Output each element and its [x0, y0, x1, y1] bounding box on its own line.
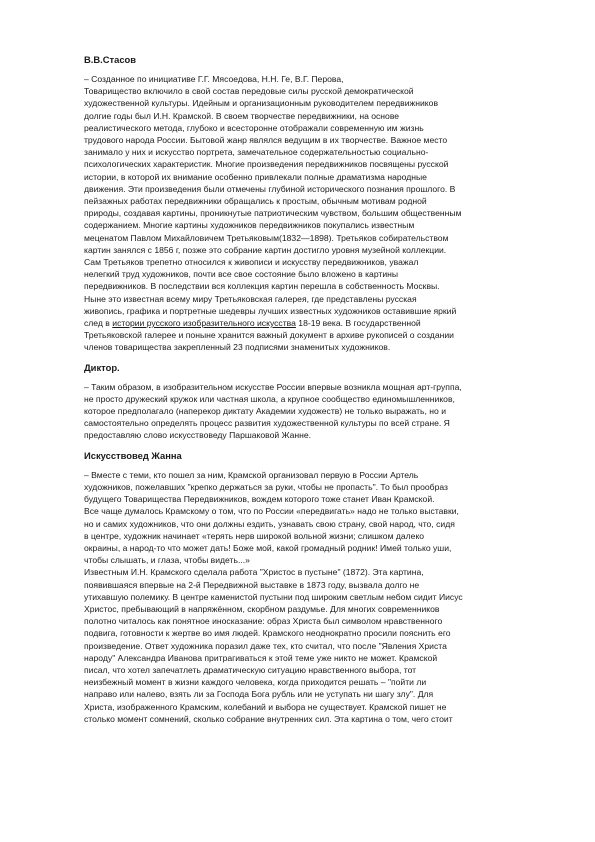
text-line: Все чаще думалось Крамскому о том, что по России «передвигать» надо не только выставки,	[84, 506, 459, 517]
text-line: – Таким образом, в изобразительном искусстве России впервые возникла мощная арт-группа,	[84, 381, 462, 392]
text-line: будущего Товарищества Передвижников, вождем которого тоже станет Иван Крамской.	[84, 494, 435, 505]
text-line: содержанием. Многие картины художников передвижников покупались известным	[84, 220, 415, 231]
text-line: передвижников. В последствии вся коллекция картин перешла в собственность Москвы.	[84, 281, 440, 292]
paragraph-stasov	[84, 73, 554, 354]
text-line: утихавшую полемику. В центре каменистой пустыни под широким светлым небом сидит Иисус	[84, 591, 463, 602]
text-line: долгие годы был И.Н. Крамской. В своем творчестве передвижники, на основе	[84, 110, 400, 121]
text-line: которое предполагало (наперекор диктату Академии художеств) не только выражать, но и	[84, 406, 447, 417]
text-line: неизбежный момент в жизни каждого человека, когда приходится решать – "пойти ли	[84, 677, 427, 688]
text-line: меценатом Павлом Михайловичем Третьяковым(1832—1898). Третьяков собирательством	[84, 232, 449, 243]
text-line-with-link	[84, 317, 554, 329]
text-line: художественной культуры. Идейным и организационным руководителем передвижников	[84, 98, 439, 109]
text-line: чтобы слышать, и глаза, чтобы видеть...»	[84, 555, 250, 566]
text-line: народу" Александра Иванова притрагиваться к этой теме уже никто не может. Крамской	[84, 652, 438, 663]
text-line: столько момент сомнений, сколько собрание внутренних сил. Эта картина о том, чего стоит	[84, 713, 453, 724]
text-line: направо или налево, взять ли за Господа Бога рубль или не уступать ни шагу злу". Для	[84, 689, 434, 700]
paragraph-announcer	[84, 381, 554, 442]
text-line: реалистического метода, глубоко и всесторонне отображали современную им жизнь	[84, 122, 424, 133]
text-line: нелегкий труд художников, почти все свое состояние было вложено в картины	[84, 269, 399, 280]
text-line: в центре, художник начинает «терять нерв широкой вольной жизни; слишком далеко	[84, 530, 425, 541]
text-line: подвига, готовности к жертве во имя людей. Крамского неоднократно просили пояснить его	[84, 628, 451, 639]
text-line: полотно читалось как понятное иносказание: образ Христа был символом нравственного	[84, 616, 443, 627]
text-line: пейзажных работах передвижники обращались к простым, обычным мотивам родной	[84, 196, 427, 207]
text-line: окраины, а народ-то что может дать! Боже мой, какой громадный родник! Имей только уши,	[84, 542, 452, 553]
text-line: – Вместе с теми, кто пошел за ним, Крамской организовал первую в России Артель	[84, 469, 419, 480]
text-line: Ныне это известная всему миру Третьяковская галерея, где представлены русская	[84, 293, 417, 304]
text-line: Известным И.Н. Крамского сделала работа "Христос в пустыне" (1872). Эта картина,	[84, 567, 424, 578]
paragraph-art-critic	[84, 469, 554, 725]
section-heading-stasov: В.В.Стасов	[84, 54, 137, 65]
text-line: Товарищество включило в свой состав передовые силы русской демократической	[84, 86, 414, 97]
text-line: самостоятельно определять процесс развития художественной культуры по всей стране. Я	[84, 418, 450, 429]
text-line: Третьяковской галерее и поныне хранится важный документ в архиве рукописей о создании	[84, 330, 454, 341]
text-line: не просто дружеский кружок или частная школа, а крупное сообщество единомышленников,	[84, 393, 455, 404]
text-line: картин занялся с 1856 г, позже это собрание картин достигло уровня музейной коллекции.	[84, 244, 447, 255]
text-line: появившаяся впервые на 2-й Передвижной выставке в 1873 году, вызвала долго не	[84, 579, 420, 590]
text-line: Христа, изображенного Крамским, колебаний и выбора не существует. Крамской пишет не	[84, 701, 447, 712]
section-heading-announcer: Диктор.	[84, 361, 120, 373]
text-line: но и самих художников, что они должны ездить, узнавать свою страну, свой народ, что, сидя	[84, 518, 455, 529]
text-line: природы, создавая картины, проникнутые патриотическим чувством, большим общественным	[84, 208, 462, 219]
text-line: членов товарищества закрепленный 23 подписями знаменитых художников.	[84, 342, 391, 353]
text-line: трудового народа России. Бытовой жанр являлся ведущим в их творчестве. Важное место	[84, 135, 448, 146]
text-line: психологических характеристик. Многие произведения передвижников посвящены русской	[84, 159, 449, 170]
text-line: произведение. Ответ художника поразил даже тех, кто считал, что после "Явления Христа	[84, 640, 447, 651]
text-line: живопись, графика и портретные шедевры лучших известных художников оставившие яркий	[84, 305, 457, 316]
link-prefix-text: след в	[84, 318, 113, 329]
text-line: движения. Эти произведения были отмечены глубиной исторического познания прошлого. В	[84, 183, 456, 194]
document-content	[84, 54, 554, 733]
text-line: предоставляю слово искусствоведу Паршаковой Жанне.	[84, 430, 312, 441]
text-line: истории, в которой их внимание особенно привлекали полные драматизма народные	[84, 171, 427, 182]
text-line: занимало у них и искусство портрета, замечательное содержательностью социально-	[84, 147, 429, 158]
art-history-link[interactable]: истории русского изобразительного искусства	[112, 318, 296, 329]
text-line: писал, что хотел запечатлеть драматическую ситуацию нравственного выбора, тот	[84, 664, 417, 675]
text-line: художников, пожелавших "крепко держаться за руки, чтобы не пропасть". То был прообраз	[84, 481, 448, 492]
text-line: Христос, пребывающий в напряжённом, скорбном раздумье. Для многих современников	[84, 603, 440, 614]
link-suffix-text: 18-19 века. В государственной	[295, 318, 421, 329]
text-line: – Созданное по инициативе Г.Г. Мясоедова, Н.Н. Ге, В.Г. Перова,	[84, 74, 344, 84]
section-heading-art-critic: Искусствовед Жанна	[84, 449, 182, 461]
text-line: Сам Третьяков трепетно относился к живописи и искусству передвижников, уважал	[84, 257, 419, 268]
